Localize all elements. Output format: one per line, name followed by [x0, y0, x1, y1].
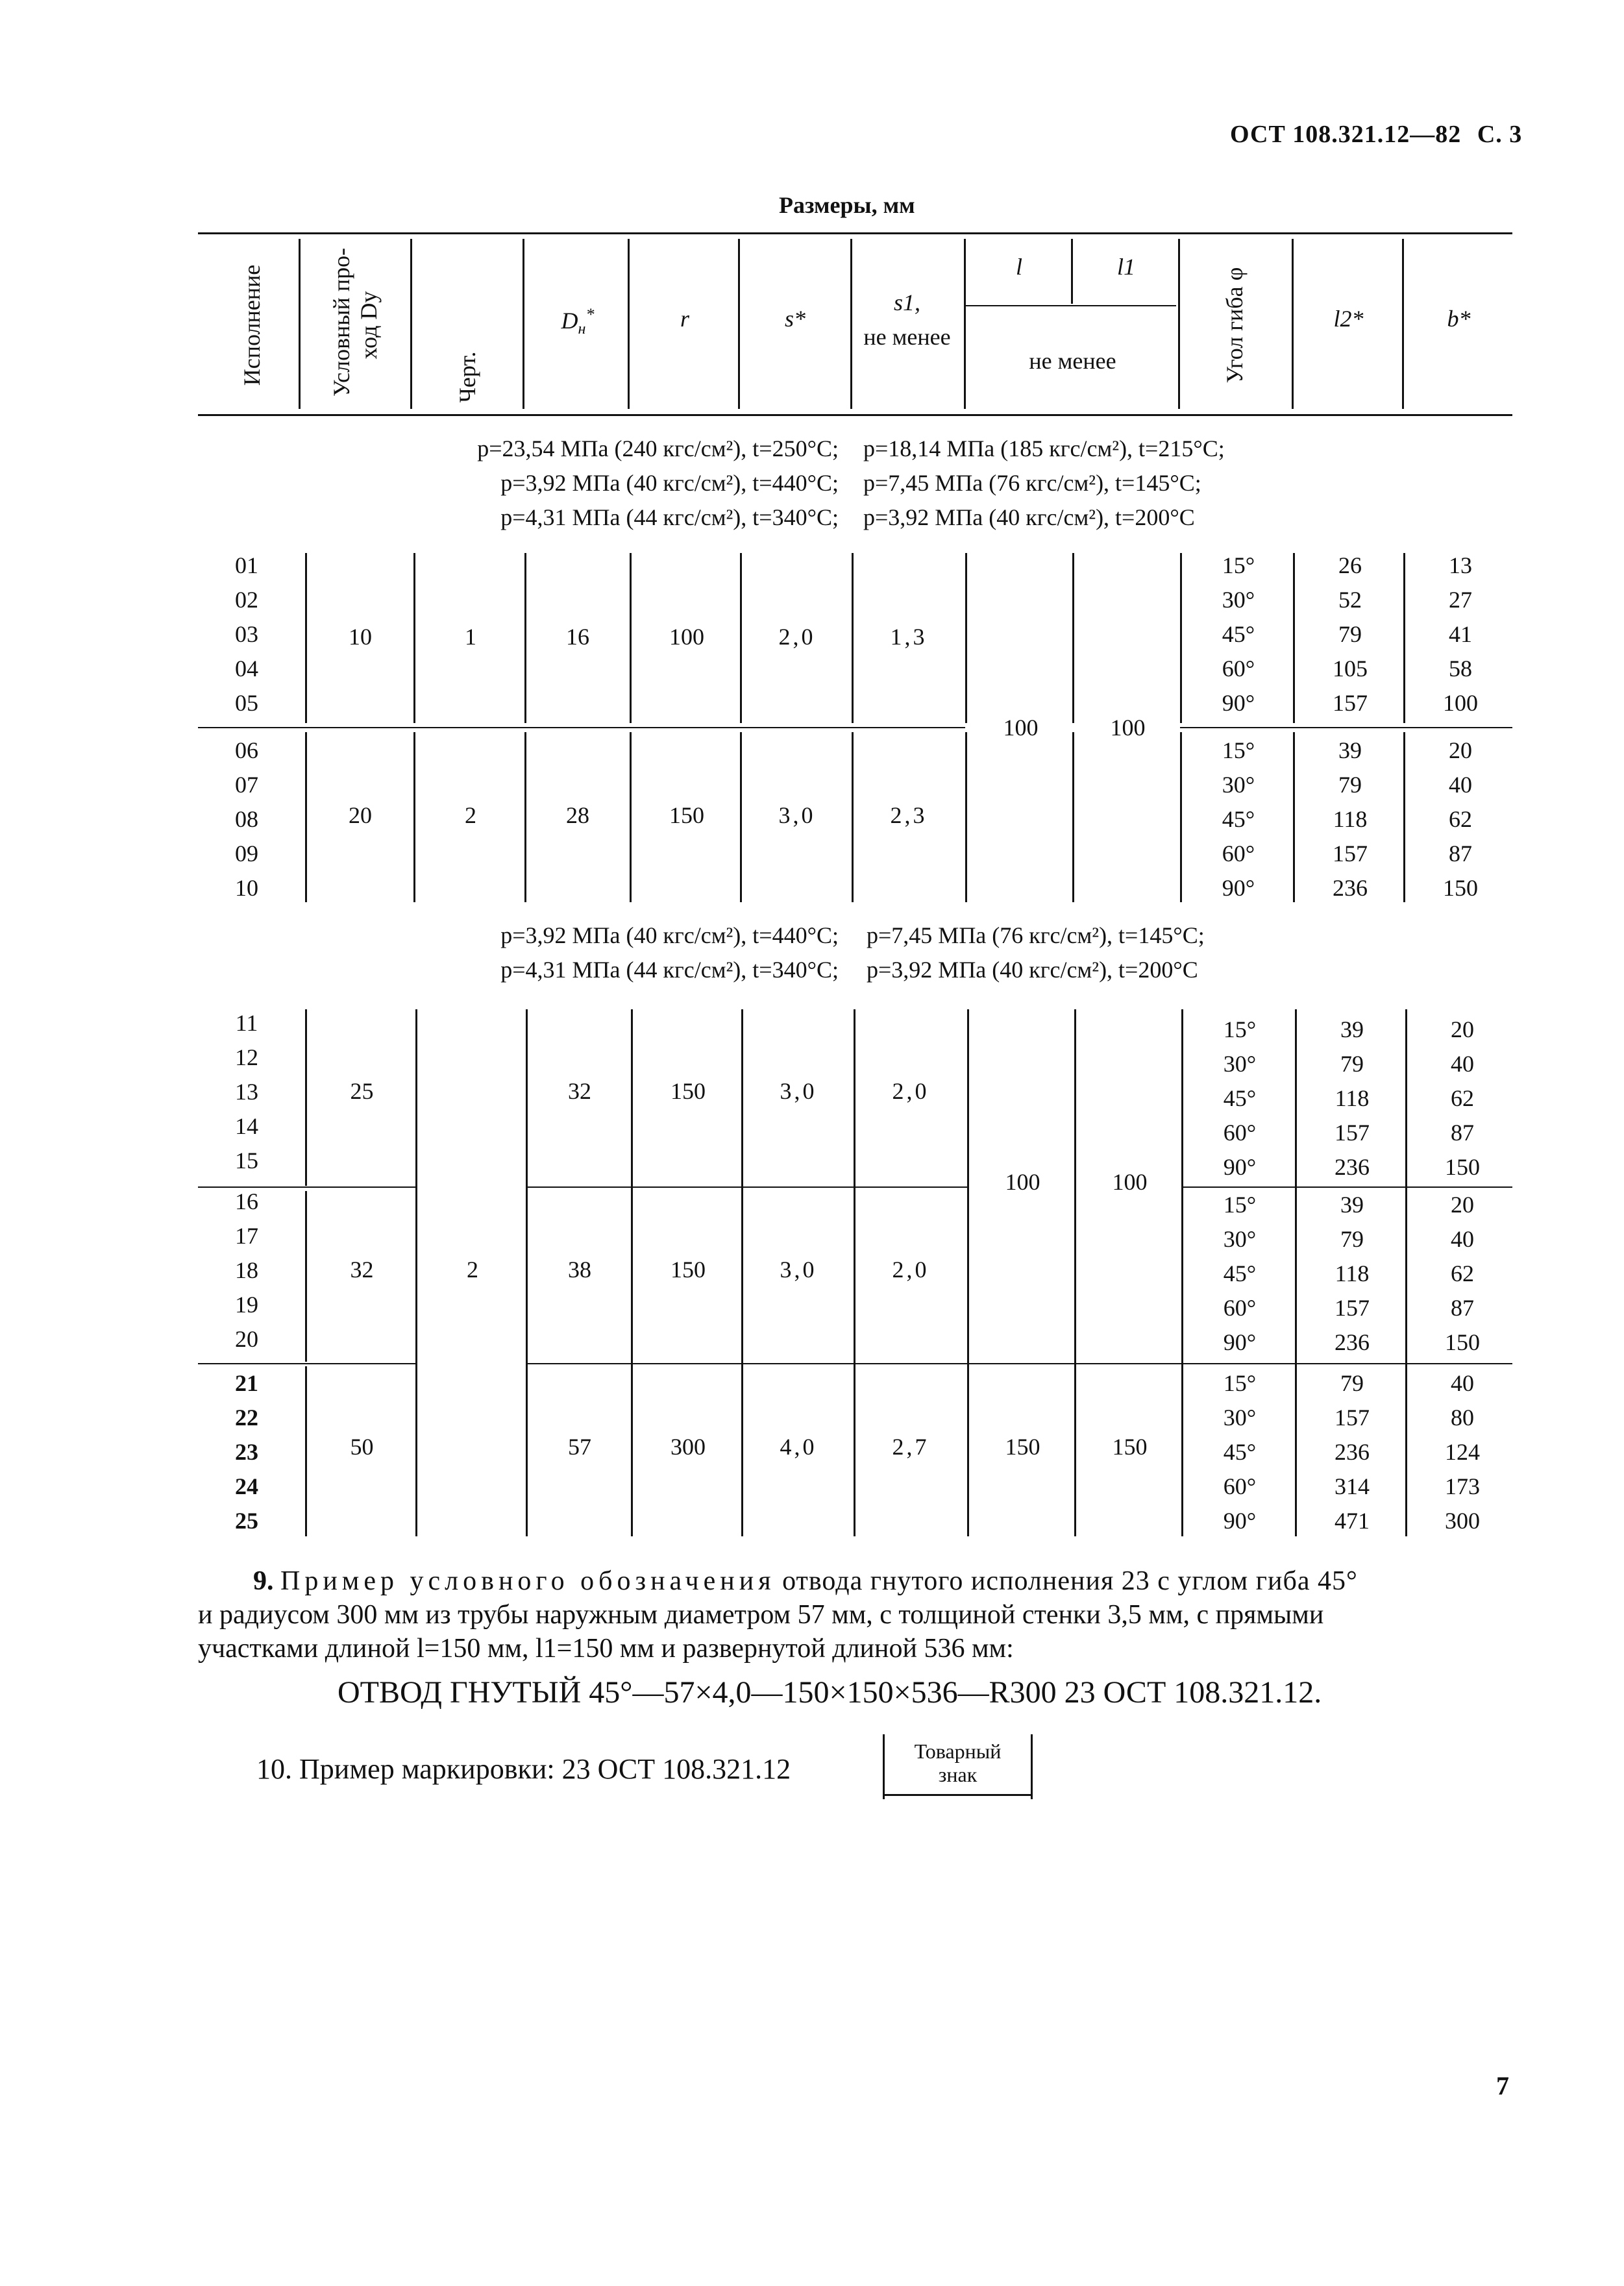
b-cell: 62: [1451, 1085, 1474, 1111]
dy-cell: 25: [350, 1078, 374, 1104]
isp-cell: 07: [235, 772, 258, 798]
b-cell: 150: [1445, 1154, 1480, 1180]
vline: [1072, 553, 1074, 723]
b-cell: 20: [1449, 737, 1472, 763]
col-header-b: b*: [1447, 306, 1471, 332]
angle-cell: 90°: [1223, 1508, 1257, 1534]
hdr-vline: [850, 239, 852, 409]
s1-cell: 2,3: [890, 802, 928, 828]
dn-cell: 57: [568, 1434, 591, 1460]
col-header-l-sub: не менее: [1029, 348, 1116, 374]
hdr-vline: [299, 239, 301, 409]
conditions-1-left-1: p=3,92 МПа (40 кгс/см²), t=440°C;: [500, 470, 839, 496]
l2-cell: 236: [1335, 1154, 1370, 1180]
dy-cell: 50: [350, 1434, 374, 1460]
col-header-dn: $D_н^*$: [561, 305, 595, 338]
angle-cell: 45°: [1222, 621, 1255, 647]
hline: [1180, 727, 1512, 728]
isp-cell: 11: [235, 1010, 258, 1036]
isp-cell: 05: [235, 690, 258, 716]
s1-cell: 2,0: [892, 1078, 929, 1104]
s1-cell: 2,0: [892, 1257, 929, 1283]
vline: [305, 1366, 307, 1536]
vline: [415, 1009, 417, 1536]
vline: [1072, 732, 1074, 902]
vline: [1293, 732, 1295, 902]
conditions-2-left-1: p=4,31 МПа (44 кгс/см²), t=340°C;: [500, 957, 839, 983]
page-number: 7: [1496, 2071, 1509, 2100]
l1-cell: 150: [1112, 1434, 1148, 1460]
angle-cell: 30°: [1222, 772, 1255, 798]
angle-cell: 15°: [1222, 737, 1255, 763]
isp-cell: 24: [235, 1473, 258, 1499]
vline: [740, 553, 742, 723]
isp-cell: 13: [235, 1079, 258, 1105]
isp-cell: 14: [235, 1113, 258, 1139]
col-header-r: r: [680, 306, 689, 332]
l2-cell: 79: [1340, 1051, 1364, 1077]
isp-cell: 20: [235, 1326, 258, 1352]
angle-cell: 45°: [1223, 1439, 1257, 1465]
l-cell: 150: [1005, 1434, 1040, 1460]
l2-cell: 236: [1335, 1439, 1370, 1465]
isp-cell: 08: [235, 806, 258, 832]
conditions-1-right-0: p=18,14 МПа (185 кгс/см²), t=215°C;: [863, 436, 1225, 461]
hdr-vline: [410, 239, 412, 409]
isp-cell: 02: [235, 587, 258, 613]
vline: [852, 732, 854, 902]
l-subheader-rule: [965, 305, 1176, 306]
vline: [1403, 732, 1405, 902]
vline: [967, 1009, 969, 1536]
conditions-1-right-2: p=3,92 МПа (40 кгс/см²), t=200°C: [863, 504, 1195, 530]
angle-cell: 15°: [1223, 1016, 1257, 1042]
angle-cell: 60°: [1222, 841, 1255, 866]
l2-cell: 79: [1340, 1370, 1364, 1396]
l2-cell: 118: [1335, 1260, 1370, 1286]
r-cell: 300: [671, 1434, 706, 1460]
angle-cell: 15°: [1223, 1192, 1257, 1218]
trademark-stamp: [883, 1734, 1033, 1799]
vline: [1180, 553, 1182, 723]
page-label: С. 3: [1477, 121, 1523, 148]
s-cell: 4,0: [780, 1434, 817, 1460]
b-cell: 40: [1449, 772, 1472, 798]
l2-cell: 105: [1333, 656, 1368, 682]
cherg-cell: 1: [465, 624, 476, 650]
isp-cell: 06: [235, 737, 258, 763]
l2-cell: 26: [1338, 552, 1362, 578]
stamp-line-1: Товарный: [914, 1739, 1002, 1763]
conditions-2-right-1: p=3,92 МПа (40 кгс/см²), t=200°C: [867, 957, 1198, 983]
vline: [1403, 553, 1405, 723]
conditions-1-left-2: p=4,31 МПа (44 кгс/см²), t=340°C;: [500, 504, 839, 530]
angle-cell: 90°: [1222, 690, 1255, 716]
angle-cell: 30°: [1222, 587, 1255, 613]
l1-cell: 100: [1110, 715, 1146, 741]
b-cell: 40: [1451, 1226, 1474, 1252]
s-cell: 3,0: [780, 1257, 817, 1283]
table-top-rule: [198, 232, 1512, 234]
l-cell: 100: [1003, 715, 1039, 741]
isp-cell: 03: [235, 621, 258, 647]
hdr-vline: [1402, 239, 1404, 409]
hdr-vline: [738, 239, 740, 409]
b-cell: 40: [1451, 1051, 1474, 1077]
b-cell: 20: [1451, 1016, 1474, 1042]
l2-cell: 39: [1340, 1016, 1364, 1042]
stamp-underline: [885, 1794, 1031, 1796]
b-cell: 150: [1445, 1329, 1480, 1355]
b-cell: 100: [1443, 690, 1478, 716]
isp-cell: 15: [235, 1148, 258, 1174]
vline: [852, 553, 854, 723]
b-cell: 20: [1451, 1192, 1474, 1218]
conditions-2-right-0: p=7,45 МПа (76 кгс/см²), t=145°C;: [867, 922, 1205, 948]
vline: [740, 732, 742, 902]
l2-cell: 236: [1335, 1329, 1370, 1355]
r-cell: 150: [671, 1257, 706, 1283]
b-cell: 87: [1451, 1120, 1474, 1146]
col-header-dy-2: ход Dу: [356, 291, 382, 360]
designation-formula: ОТВОД ГНУТЫЙ 45°—57×4,0—150×150×536—R300 23 ОСТ 108.321.12.: [338, 1675, 1322, 1710]
l2-cell: 79: [1338, 772, 1362, 798]
angle-cell: 45°: [1222, 806, 1255, 832]
angle-cell: 60°: [1223, 1295, 1257, 1321]
hline: [198, 727, 965, 728]
b-cell: 13: [1449, 552, 1472, 578]
hdr-vline: [628, 239, 630, 409]
l2-cell: 157: [1335, 1120, 1370, 1146]
vline: [631, 1009, 633, 1536]
dy-cell: 10: [349, 624, 372, 650]
item-9-line-2: и радиусом 300 мм из трубы наружным диаметром 57 мм, с толщиной стенки 3,5 мм, с прямыми: [198, 1600, 1324, 1630]
angle-cell: 30°: [1223, 1051, 1257, 1077]
angle-cell: 90°: [1222, 875, 1255, 901]
angle-cell: 60°: [1223, 1120, 1257, 1146]
col-header-dy-1: Условный про-: [328, 247, 354, 397]
col-header-s1-sub: не менее: [863, 324, 951, 350]
item-9-line-3: участками длиной l=150 мм, l1=150 мм и развернутой длиной 536 мм:: [198, 1634, 1014, 1664]
b-cell: 80: [1451, 1405, 1474, 1431]
vline: [413, 553, 415, 723]
dy-cell: 20: [349, 802, 372, 828]
hdr-vline: [1292, 239, 1294, 409]
table-header-bottom-rule: [198, 414, 1512, 416]
isp-cell: 19: [235, 1292, 258, 1318]
stamp-line-2: знак: [938, 1763, 978, 1786]
l2-cell: 118: [1333, 806, 1368, 832]
vline: [630, 732, 632, 902]
isp-cell: 16: [235, 1188, 258, 1214]
b-cell: 40: [1451, 1370, 1474, 1396]
l1-cell: 100: [1112, 1169, 1148, 1195]
b-cell: 87: [1451, 1295, 1474, 1321]
vline: [524, 553, 526, 723]
vline: [1295, 1009, 1297, 1536]
item-10: [256, 1752, 791, 1786]
hdr-vline: [1178, 239, 1180, 409]
l2-cell: 118: [1335, 1085, 1370, 1111]
s-cell: 3,0: [778, 802, 816, 828]
vline: [965, 732, 967, 902]
s1-cell: 1,3: [890, 624, 928, 650]
col-header-cherg: Черт.: [454, 351, 480, 403]
angle-cell: 45°: [1223, 1260, 1257, 1286]
standard-header: [1230, 120, 1522, 149]
col-header-s1: s1,: [893, 289, 920, 315]
dn-cell: 28: [566, 802, 589, 828]
l2-cell: 314: [1335, 1473, 1370, 1499]
hdr-vline: [964, 239, 966, 409]
isp-cell: 17: [235, 1223, 258, 1249]
l2-cell: 157: [1335, 1295, 1370, 1321]
vline: [524, 732, 526, 902]
item-9-line-1: [198, 1564, 1516, 1598]
l2-cell: 157: [1335, 1405, 1370, 1431]
vline: [1074, 1009, 1076, 1536]
vline: [854, 1009, 855, 1536]
isp-cell: 18: [235, 1257, 258, 1283]
b-cell: 58: [1449, 656, 1472, 682]
isp-cell: 23: [235, 1439, 258, 1465]
hdr-vline: [523, 239, 524, 409]
col-header-l1: l1: [1116, 254, 1135, 280]
vline: [630, 553, 632, 723]
b-cell: 173: [1445, 1473, 1480, 1499]
l2-cell: 39: [1340, 1192, 1364, 1218]
b-cell: 150: [1443, 875, 1478, 901]
l-cell: 100: [1005, 1169, 1040, 1195]
isp-cell: 22: [235, 1405, 258, 1431]
conditions-2-left-0: p=3,92 МПа (40 кгс/см²), t=440°C;: [500, 922, 839, 948]
l2-cell: 79: [1338, 621, 1362, 647]
s1-cell: 2,7: [892, 1434, 929, 1460]
vline: [526, 1009, 528, 1536]
l2-cell: 236: [1333, 875, 1368, 901]
item-10-text: 10. Пример маркировки: 23 ОСТ 108.321.12: [256, 1753, 791, 1785]
vline: [1293, 553, 1295, 723]
standard-code: ОСТ 108.321.12—82: [1230, 121, 1462, 148]
conditions-1-right-1: p=7,45 МПа (76 кгс/см²), t=145°C;: [863, 470, 1201, 496]
col-header-l2: l2*: [1333, 306, 1364, 332]
isp-cell: 25: [235, 1508, 258, 1534]
b-cell: 87: [1449, 841, 1472, 866]
conditions-1-left-0: p=23,54 МПа (240 кгс/см²), t=250°C;: [477, 436, 839, 461]
dn-cell: 38: [568, 1257, 591, 1283]
hline: [198, 1363, 415, 1364]
isp-cell: 10: [235, 875, 258, 901]
angle-cell: 30°: [1223, 1226, 1257, 1252]
col-header-l: l: [1015, 254, 1022, 280]
s-cell: 2,0: [778, 624, 816, 650]
angle-cell: 15°: [1223, 1370, 1257, 1396]
l2-cell: 471: [1335, 1508, 1370, 1534]
r-cell: 150: [669, 802, 704, 828]
vline: [1180, 732, 1182, 902]
angle-cell: 15°: [1222, 552, 1255, 578]
angle-cell: 90°: [1223, 1154, 1257, 1180]
angle-cell: 90°: [1223, 1329, 1257, 1355]
b-cell: 124: [1445, 1439, 1480, 1465]
vline: [305, 1191, 307, 1362]
l2-cell: 52: [1338, 587, 1362, 613]
angle-cell: 60°: [1222, 656, 1255, 682]
angle-cell: 60°: [1223, 1473, 1257, 1499]
hline: [1181, 1186, 1512, 1188]
item-9-spaced-title: Пример условного обозначения: [280, 1566, 776, 1596]
vline: [305, 1009, 307, 1186]
r-cell: 100: [669, 624, 704, 650]
table-caption: Размеры, мм: [779, 192, 915, 218]
vline: [1405, 1009, 1407, 1536]
isp-cell: 01: [235, 552, 258, 578]
vline: [305, 553, 307, 723]
isp-cell: 04: [235, 656, 258, 682]
l2-cell: 157: [1333, 841, 1368, 866]
b-cell: 41: [1449, 621, 1472, 647]
vline: [1181, 1009, 1183, 1536]
isp-cell: 12: [235, 1044, 258, 1070]
dy-cell: 32: [350, 1257, 374, 1283]
item-9-number: 9.: [253, 1566, 274, 1596]
item-9-line-1-rest: отвода гнутого исполнения 23 с углом гиба 45°: [782, 1566, 1358, 1596]
vline: [965, 553, 967, 723]
angle-cell: 45°: [1223, 1085, 1257, 1111]
b-cell: 27: [1449, 587, 1472, 613]
vline: [413, 732, 415, 902]
isp-cell: 21: [235, 1370, 258, 1396]
hdr-vline: [1071, 239, 1073, 304]
r-cell: 150: [671, 1078, 706, 1104]
hline: [526, 1186, 967, 1188]
b-cell: 300: [1445, 1508, 1480, 1534]
dn-cell: 16: [566, 624, 589, 650]
b-cell: 62: [1449, 806, 1472, 832]
cherg-cell: 2: [465, 802, 476, 828]
cherg-cell: 2: [467, 1257, 478, 1283]
dn-cell: 32: [568, 1078, 591, 1104]
vline: [741, 1009, 743, 1536]
l2-cell: 39: [1338, 737, 1362, 763]
col-header-angle: Угол гиба φ: [1222, 267, 1248, 384]
angle-cell: 30°: [1223, 1405, 1257, 1431]
s-cell: 3,0: [780, 1078, 817, 1104]
hline: [526, 1363, 1512, 1364]
l2-cell: 79: [1340, 1226, 1364, 1252]
col-header-ispolnenie: Исполнение: [239, 264, 265, 386]
vline: [305, 732, 307, 902]
b-cell: 62: [1451, 1260, 1474, 1286]
item-9: [198, 1564, 1516, 1665]
isp-cell: 09: [235, 841, 258, 866]
l2-cell: 157: [1333, 690, 1368, 716]
col-header-s: s*: [784, 306, 806, 332]
